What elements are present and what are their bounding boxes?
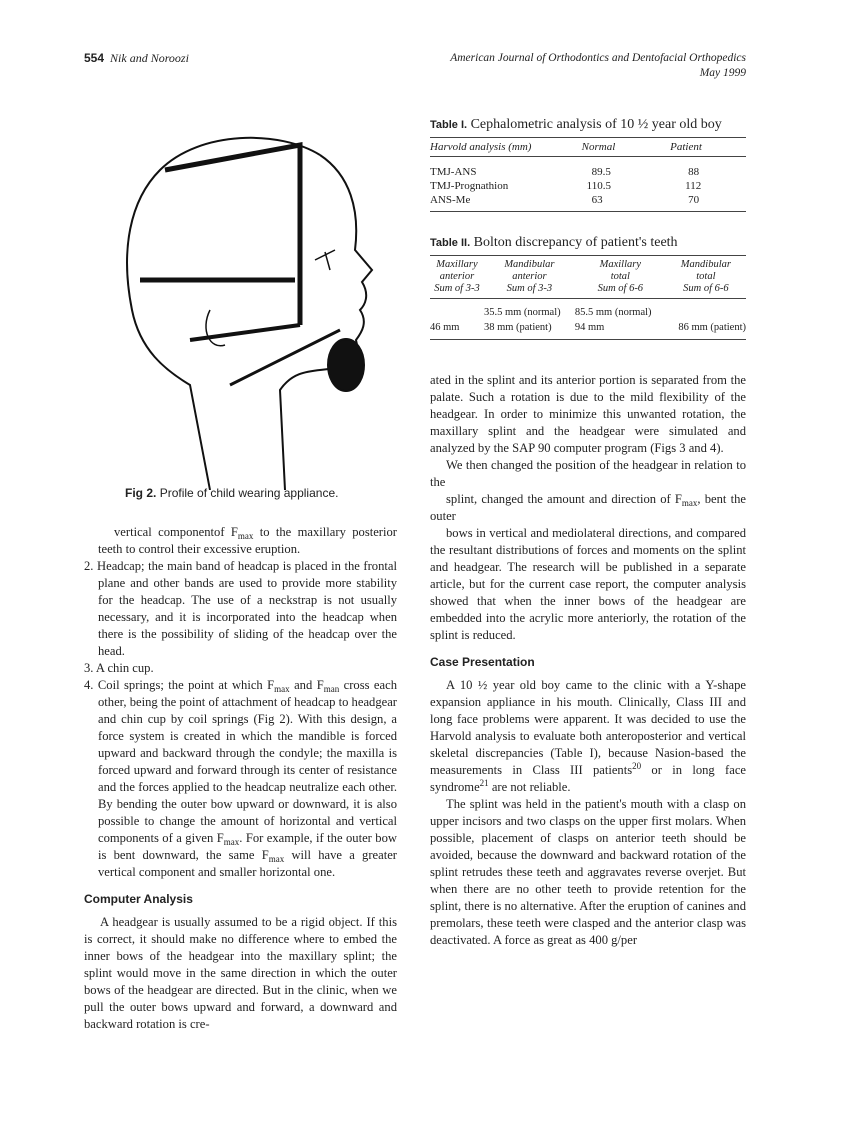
- authors: Nik and Noroozi: [110, 51, 189, 65]
- col-header: Patient: [670, 141, 702, 153]
- paragraph: [430, 525, 746, 644]
- table-2-caption: Bolton discrepancy of patient's teeth: [473, 235, 678, 250]
- table-cell: [666, 299, 746, 321]
- col-header: Mandibular total Sum of 6-6: [680, 259, 731, 294]
- table-2-title: [430, 235, 746, 251]
- table-cell: 35.5 mm (normal): [483, 307, 561, 318]
- subscript: max: [237, 531, 254, 541]
- table-1: [430, 117, 746, 212]
- col-header: Normal: [581, 141, 616, 153]
- right-column-text: [430, 372, 746, 949]
- text-run: cross each other, being the point of attachment of headcap to headgear and chin cup by coil springs (Fig 2). With this design, a force system is created in which the mandible is forced upward and backward through the condyle; the maxilla is forced upward and forward through its center of resistance and the forces applied to the headcap neutralize each other. By bending the outer bow upward or downward, it is also possible to change the amount of horizontal and vertical components of a given F: [98, 678, 398, 845]
- paragraph: [84, 558, 397, 660]
- paragraph: [84, 914, 397, 1033]
- subscript: man: [323, 684, 340, 694]
- text-run: The splint was held in the patient's mouth with a clasp on upper incisors and two clasps on the upper first molars. When possible, placement of clasps on anterior teeth should be avoided, because the downward and backward rotation of the splint retrudes these teeth and aggravates reverse overjet. But when there are no other teeth to provide retention for the splint, there is no alternative. After the eruption of canines and premolars, these teeth were clasped and the anterior clasp was deactivated. A force as great as 400 g/per: [430, 797, 746, 947]
- table-cell: 86 mm (patient): [678, 322, 746, 333]
- paragraph: [84, 677, 397, 881]
- table-cell: TMJ-Prognathion: [430, 180, 509, 192]
- text-run: vertical componentof F: [114, 525, 238, 539]
- table-cell: 94 mm: [574, 322, 605, 333]
- figure-label: Fig 2.: [125, 486, 157, 500]
- table-cell: TMJ-ANS: [430, 166, 477, 178]
- table-cell: 89.5: [591, 166, 611, 178]
- running-header-right: [450, 51, 746, 81]
- running-header-left: [84, 51, 189, 66]
- text-run: Case Presentation: [430, 655, 535, 669]
- chin-cup: [328, 339, 364, 391]
- text-run: 3. A chin cup.: [84, 661, 154, 675]
- table-2: [430, 235, 746, 340]
- table-cell: ANS-Me: [430, 194, 471, 206]
- text-run: to the maxillary posterior teeth to control their excessive eruption.: [98, 525, 397, 556]
- table-cell: 70: [688, 194, 700, 206]
- table-cell: 85.5 mm (normal): [574, 307, 652, 318]
- text-run: or in long face syndrome: [430, 763, 746, 794]
- table-cell: 38 mm (patient): [483, 322, 552, 333]
- text-run: are not reliable.: [488, 780, 571, 794]
- paragraph: [430, 372, 746, 457]
- col-header: Maxillary anterior Sum of 3-3: [434, 259, 480, 294]
- text-run: will have a greater vertical component and smaller horizontal one.: [98, 848, 397, 879]
- subscript: 21: [479, 777, 489, 788]
- table-cell: 110.5: [586, 180, 612, 192]
- paragraph: [430, 796, 746, 949]
- text-run: We then changed the position of the headgear in relation to the: [430, 458, 746, 489]
- subscript: max: [681, 498, 698, 508]
- table-cell: 112: [685, 180, 702, 192]
- journal-name: American Journal of Orthodontics and Dentofacial Orthopedics: [450, 52, 746, 64]
- table-cell: 46 mm: [430, 322, 460, 333]
- text-run: 4. Coil springs; the point at which F: [84, 678, 275, 692]
- head-outline: [127, 138, 320, 490]
- paragraph: [430, 491, 746, 525]
- text-run: and F: [289, 678, 324, 692]
- text-run: 2. Headcap; the main band of headcap is placed in the frontal plane and other bands are used to provide more stability for the headcap. The use of a neckstrap is not usually necessary, and it is incorporated into the headcap when there is the possibility of sliding of the headcap over the head.: [84, 559, 397, 658]
- face-profile: [280, 155, 372, 490]
- figure-caption-text: Profile of child wearing appliance.: [159, 486, 339, 500]
- left-column-text: [84, 524, 397, 1033]
- table-cell: 88: [688, 166, 700, 178]
- figure-head-profile: [110, 100, 410, 490]
- table-2-label: Table II.: [430, 237, 471, 249]
- table-1-title: [430, 117, 746, 133]
- col-header: Maxillary total Sum of 6-6: [597, 259, 644, 294]
- table-1-label: Table I.: [430, 119, 468, 131]
- col-header: Harvold analysis (mm): [430, 141, 532, 153]
- text-run: splint, changed the amount and direction of F: [446, 492, 682, 506]
- subscript: max: [223, 837, 240, 847]
- subscript: 20: [632, 760, 642, 771]
- paragraph: [430, 457, 746, 491]
- headcap-band: [165, 145, 300, 325]
- paragraph: [84, 524, 397, 558]
- outer-bow: [230, 330, 340, 385]
- paragraph: [84, 660, 397, 677]
- section-heading: [84, 891, 397, 908]
- subscript: max: [268, 854, 285, 864]
- paragraph: [430, 677, 746, 796]
- subscript: max: [274, 684, 290, 694]
- issue-date: May 1999: [699, 67, 746, 79]
- figure-caption: [125, 486, 338, 500]
- page-number: 554: [84, 51, 105, 65]
- text-run: bows in vertical and mediolateral directions, and compared the resultant distributions of forces and moments on the splint and headgear. The research will be published in a separate article, but for the current case report, the computer analysis showed that when the inner bows of the headgear are embedded into the acrylic more anteriorly, the rotation of the splint is reduced.: [430, 526, 746, 642]
- text-run: A 10 ½ year old boy came to the clinic with a Y-shape expansion appliance in his mouth. Clinically, Class III and long face problems were apparent. It was decided to use the Harvold analysis to evaluate both anteroposterior and vertical skeletal discrepancies (Table I), because Nasion-based the measurements in Class III patients: [430, 678, 746, 777]
- table-cell: [430, 299, 484, 321]
- text-run: A headgear is usually assumed to be a rigid object. If this is correct, it should make no difference where to embed the inner bows of the headgear into the maxillary splint; the splint would move in the same direction in which the outer bows of the headgear are directed. But in the clinic, when we pull the outer bows upward and forward, a downward and backward rotation is cre-: [84, 915, 397, 1031]
- ear: [206, 310, 225, 346]
- table-1-caption: Cephalometric analysis of 10 ½ year old boy: [470, 117, 722, 132]
- text-run: . For example, if the outer bow is bent downward, the same F: [98, 831, 397, 862]
- table-cell: 63: [591, 194, 603, 206]
- text-run: ated in the splint and its anterior portion is separated from the palate. Such a rotation is due to the mild flexibility of the headgear. In order to minimize this unwanted rotation, the maxillary splint and the headgear were simulated and analyzed by the SAP 90 computer program (Figs 3 and 4).: [430, 373, 746, 455]
- col-header: Mandibular anterior Sum of 3-3: [504, 259, 555, 294]
- text-run: Computer Analysis: [84, 892, 193, 906]
- section-heading: [430, 654, 746, 671]
- text-run: , bent the outer: [430, 492, 746, 523]
- eye: [315, 250, 335, 270]
